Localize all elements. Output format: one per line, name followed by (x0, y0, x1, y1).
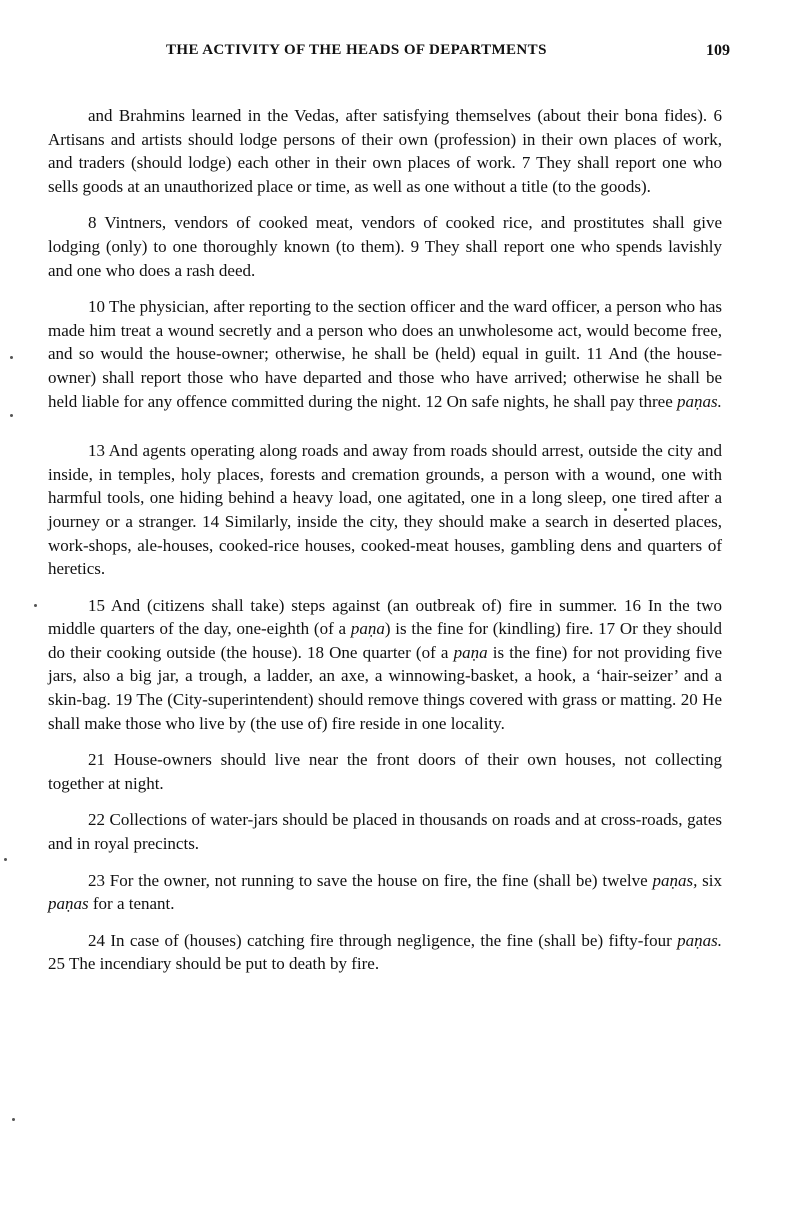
text-run: ) is the fine for (kindling) fire. 17 Or they should do their cooking outside (the house). 18 One quarter (of a (48, 619, 723, 662)
italic-term: paṇa (453, 642, 488, 662)
paragraph-p3 (48, 295, 722, 413)
text-run: for a tenant. (88, 894, 175, 914)
paragraph-p1 (48, 104, 722, 198)
paragraph-p5 (48, 594, 722, 736)
text-run: 13 And agents operating along roads and away from roads should arrest, outside the city and inside, in temples, holy places, forests and cremation grounds, a person with a wound, one with harmful tools, one hiding behind a heavy load, one agitated, one in a long sleep, one tired after a journey or a stranger. 14 Similarly, inside the city, they should make a search in deserted places, work-shops, ale-houses, cooked-rice houses, cooked-meat houses, gambling dens and quarters of heretics. (48, 441, 722, 579)
text-run: 23 For the owner, not running to save the house on fire, the fine (shall be) twelve (88, 870, 653, 890)
scan-speck (12, 1118, 15, 1121)
scan-speck (34, 604, 37, 607)
paragraph-p6 (48, 748, 722, 795)
running-title: THE ACTIVITY OF THE HEADS OF DEPARTMENTS (166, 42, 547, 58)
text-run: 22 Collections of water-jars should be placed in thousands on roads and at cross-roads, gates and in royal precincts. (48, 810, 722, 854)
scan-speck (10, 356, 13, 359)
text-run: and Brahmins learned in the Vedas, after satisfying themselves (about their bona fides). 6 Artisans and artists should lodge persons of their own (profession) in their own places of work, and traders (should lodge) each other in their own places of work. 7 They shall report one who sells goods at an unauthorized place or time, as well as one without a title (to the goods). (48, 106, 722, 196)
paragraph-p7 (48, 808, 722, 855)
paragraph-p4 (48, 439, 722, 581)
paragraph-p2 (48, 211, 722, 282)
text-run: 21 House-owners should live near the front doors of their own houses, not collecting together at night. (48, 750, 722, 793)
body-text (48, 104, 722, 989)
scan-speck (4, 858, 7, 861)
italic-term: paṇas. (676, 391, 722, 411)
text-run: 15 And (citizens shall take) steps against (an outbreak of) fire in summer. 16 In the two middle quarters of the day, one-eighth (of a (48, 595, 722, 639)
paragraph-p9 (48, 929, 722, 976)
scan-speck (10, 414, 13, 417)
page-number: 109 (706, 42, 730, 59)
italic-term: paṇa (350, 619, 385, 639)
text-run: six (697, 870, 723, 890)
text-run: 10 The physician, after reporting to the section officer and the ward officer, a person who has made him treat a wound secretly and a person who does an unwholesome act, would become free, and so would the house-owner; otherwise, he shall be (held) equal in guilt. 11 And (the house-owner) shall report those who have departed and those who have arrived; otherwise he shall be held liable for any offence committed during the night. 12 On safe nights, he shall pay three (48, 297, 722, 411)
text-run: 25 The incendiary should be put to death by fire. (48, 954, 380, 974)
italic-term: paṇas. (677, 930, 722, 950)
text-run: 24 In case of (houses) catching fire through negligence, the fine (shall be) fifty-four (88, 930, 678, 950)
scan-speck (624, 508, 627, 511)
page-header (48, 38, 730, 66)
italic-term: paṇas (48, 894, 89, 914)
text-run: 8 Vintners, vendors of cooked meat, vendors of cooked rice, and prostitutes shall give lodging (only) to one thoroughly known (to them). 9 They shall report one who spends lavishly and one who does a rash deed. (48, 213, 722, 280)
italic-term: paṇas, (652, 870, 698, 890)
paragraph-p8 (48, 869, 722, 916)
text-run: is the fine) for not providing five jars, also a big jar, a trough, a ladder, an axe, a winnowing-basket, a hook, a ‘hair-seizer’ and a skin-bag. 19 The (City-superintendent) should remove things covered with grass or matting. 20 He shall make those who live by (the use of) fire reside in one locality. (48, 642, 723, 733)
